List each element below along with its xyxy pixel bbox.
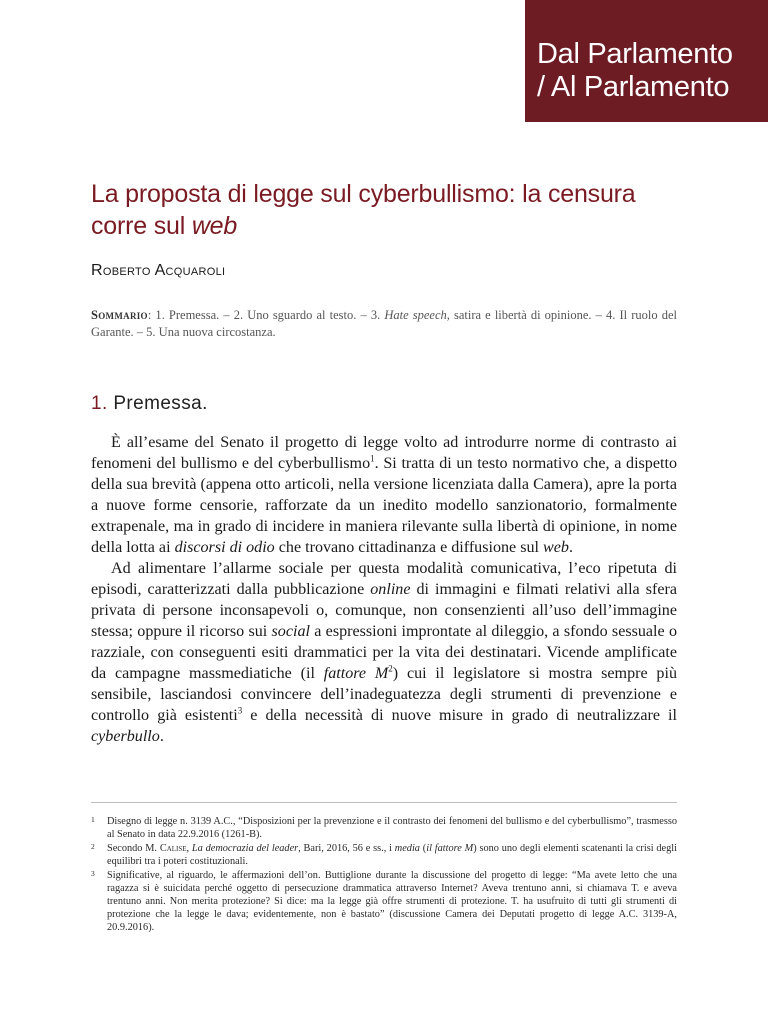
text-run: .: [159, 728, 164, 745]
text-run: Significative, al riguardo, le affermazioni dell’on. Buttiglione durante la discussione del progetto di legge: “Ma avete letto che una ragazza si è suicidata perché oggetto di persecuzione drammatica attraverso Internet? Aveva trentuno anni, si chiamava T. e aveva trentuno anni. Non merita protezione? Si dice: ma la legge già offre strumenti di protezione. T. ha usufruito di tutti gli strumenti di protezione che la legge le dava; evidentemente, non è bastato” (discussione Camera dei Deputati progetto di legge A.C. 3139-A, 20.9.2016).: [107, 870, 677, 933]
banner-line-1: Dal Parlamento: [537, 38, 733, 70]
journal-section-banner: [525, 0, 768, 122]
footnote-number: 2: [91, 842, 95, 851]
footnote: [91, 842, 677, 868]
italic-run: social: [271, 623, 310, 640]
footnote-text: [107, 843, 677, 867]
text-run: Secondo M.: [107, 843, 160, 854]
text-run: ,: [186, 843, 192, 854]
footnotes: [91, 815, 677, 935]
section-number: 1.: [91, 393, 108, 414]
section-title: Premessa.: [113, 393, 208, 414]
body-paragraph: [91, 558, 677, 747]
footnote: [91, 869, 677, 934]
body-paragraph: [91, 432, 677, 558]
italic-run: cyberbullo: [91, 728, 160, 745]
footnote-separator: [91, 802, 677, 803]
summary-italic: Hate speech: [384, 308, 447, 322]
summary-text-2: , satira e libertà di opinione. – 4. Il ruolo del Garante. – 5. Una nuova circostanza.: [91, 308, 678, 339]
text-run: , Bari, 2016, 56 e ss., i: [298, 843, 395, 854]
text-run: ) sono uno degli elementi scatenanti la crisi degli equilibri tra i poteri costituzionali.: [107, 843, 677, 867]
article-author: Roberto Acquaroli: [91, 262, 226, 279]
section-heading: [91, 393, 208, 415]
italic-run: il fattore M: [426, 843, 474, 854]
text-run: di immagini e filmati relativi alla sfera privata di persone inconsapevoli o, comunque, non consenzienti all’uso dell’immagine stessa; oppure il ricorso sui: [91, 581, 677, 640]
text-run: .: [568, 539, 573, 556]
text-run: ) cui il legislatore si mostra sempre più sensibile, lasciandosi convincere dell’inadeguatezza degli strumenti di prevenzione e controllo già esistenti: [91, 665, 678, 724]
italic-run: fattore M: [323, 665, 389, 682]
footnote: [91, 815, 677, 841]
summary-label: Sommario: [91, 308, 148, 322]
text-run: . Si tratta di un testo normativo che, a dispetto della sua brevità (appena otto articoli, nella versione licenziata dalla Camera), apre la porta a nuove forme censorie, rafforzate da un inedito modello sanzionatorio, formalmente extrapenale, ma in grado di incidere in maniera rilevante sulla libertà di opinione, in nome della lotta ai: [91, 455, 677, 556]
text-run: È all’esame del Senato il progetto di legge volto ad introdurre norme di contrasto ai fenomeni del bullismo e del cyberbullismo: [91, 434, 677, 472]
text-run: e della necessità di nuove misure in grado di neutralizzare il: [242, 707, 677, 724]
article-summary: [91, 307, 677, 341]
italic-run: discorsi di odio: [174, 539, 275, 556]
summary-text: : 1. Premessa. – 2. Uno sguardo al testo. – 3.: [147, 308, 385, 322]
footnote-number: 3: [91, 869, 95, 878]
text-run: Ad alimentare l’allarme sociale per questa modalità comunicativa, l’eco ripetuta di episodi, caratterizzati dalla pubblicazione: [91, 560, 677, 598]
footnote-ref: 3: [237, 705, 243, 716]
body-text: [91, 432, 677, 747]
italic-run: media: [394, 843, 420, 854]
italic-run: web: [543, 539, 569, 556]
text-run: che trovano cittadinanza e diffusione sul: [274, 539, 544, 556]
footnote-ref: 1: [370, 453, 375, 464]
article-title-italic: web: [191, 212, 238, 240]
author-name-run: Calise: [159, 843, 187, 854]
article-title-text: La proposta di legge sul cyberbullismo: la censura corre sul: [91, 180, 636, 240]
text-run: (: [419, 843, 427, 854]
footnote-text: [107, 816, 677, 840]
footnote-ref: 2: [388, 663, 393, 674]
italic-run: La democrazia del leader: [191, 843, 299, 854]
italic-run: online: [370, 581, 411, 598]
text-run: Disegno di legge n. 3139 A.C., “Disposizioni per la prevenzione e il contrasto dei fenomeni del bullismo e del cyberbullismo”, trasmesso al Senato in data 22.9.2016 (1261-B).: [107, 816, 677, 840]
article-title: [91, 178, 691, 242]
text-run: a espressioni improntate al dileggio, a sfondo sessuale o razziale, con conseguenti esiti drammatici per la vita dei destinatari. Vicende amplificate da campagne massmediatiche (il: [91, 623, 677, 682]
banner-line-2: / Al Parlamento: [537, 71, 730, 103]
footnote-number: 1: [91, 815, 95, 824]
footnote-text: [107, 870, 677, 933]
